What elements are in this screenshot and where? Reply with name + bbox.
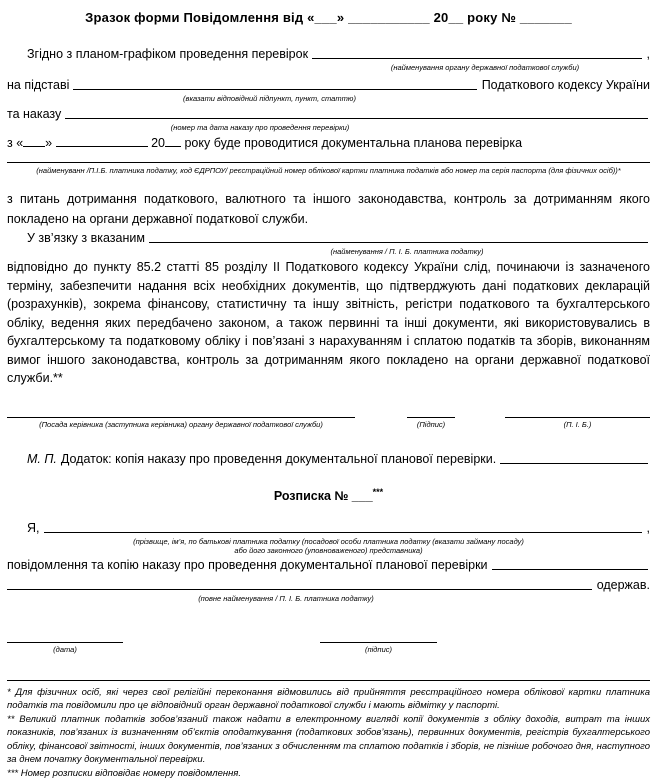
signature-gap2 xyxy=(455,408,505,418)
footnote-1: * Для фізичних осіб, які через свої релігійні переконання відмовились від прийняття реєстраційного номера облікової картки платника податків та повідомили про це відповідний орган державної податкової служби і мають відмітку у паспорті. xyxy=(7,686,650,712)
receiver-person-field[interactable] xyxy=(44,532,642,533)
receiver-i-label: Я, xyxy=(27,520,40,535)
footnote-2: ** Великий платник податків зобов’язаний також надати в електронному вигляді копії документів з обліку доходів, витрат та інших показників, пов’язаних із визначенням об’єктів оподаткування (податкових зобов’язань), первинних документів, регістрів бухгалтерського обліку, фінансової звітності, інших документів, пов’язаних з обчисленням та сплатою податків і зборів, не пізніше робочого дня, наступного за днем початку документальної перевірки. xyxy=(7,713,650,766)
day-field[interactable] xyxy=(23,146,45,147)
inspection-date-line xyxy=(7,135,650,151)
head-position-line[interactable] xyxy=(7,408,355,418)
order-caption: (номер та дата наказу про проведення перевірки) xyxy=(170,123,350,132)
order-number-field[interactable] xyxy=(65,118,648,119)
compliance-paragraph: з питань дотримання податкового, валютного та іншого законодавства, контроль за дотриманням якого покладено на органи державної податкової служби. xyxy=(7,192,650,226)
received-order-field[interactable] xyxy=(492,569,648,570)
attachment-field[interactable] xyxy=(500,463,648,464)
receiver-comma: , xyxy=(646,520,650,535)
received-label: повідомлення та копію наказу про проведення документальної планової перевірки xyxy=(7,557,488,572)
legal-basis-field[interactable] xyxy=(73,89,476,90)
linked-taxpayer-field[interactable] xyxy=(149,242,648,243)
head-name-caption: (П. І. Б.) xyxy=(563,419,592,429)
linked-caption: (найменування / П. І. Б. платника податку) xyxy=(330,247,484,256)
tax-code-label: Податкового кодексу України xyxy=(481,78,650,92)
receipt-heading-text: Розписка № ___ xyxy=(273,488,373,503)
date-close-quote: » xyxy=(45,136,53,150)
head-position-caption: (Посада керівника (заступника керівника) органу державної податкової служби) xyxy=(39,419,323,429)
month-field[interactable] xyxy=(56,146,148,147)
head-name-line[interactable] xyxy=(505,408,650,418)
receipt-date-line[interactable] xyxy=(7,633,123,643)
footnote-3: *** Номер розписки відповідає номеру повідомлення. xyxy=(7,767,242,779)
plan-schedule-label: Згідно з планом-графіком проведення перевірок xyxy=(27,47,309,61)
line1-comma: , xyxy=(646,47,650,61)
legal-basis-caption: (вказати відповідний підпункт, пункт, статтю) xyxy=(183,94,356,103)
taxpayer-name-field[interactable] xyxy=(7,162,650,163)
linked-label: У зв’язку з вказаним xyxy=(27,231,145,245)
receipt-signature-line[interactable] xyxy=(320,633,437,643)
date-signature-block xyxy=(7,633,650,643)
agency-name-caption: (найменування органу державної податкової служби) xyxy=(390,63,580,72)
basis-label: на підставі xyxy=(7,78,70,92)
signature-block xyxy=(7,408,650,418)
receipt-date-caption: (дата) xyxy=(53,644,77,654)
receipt-signature-caption: (підпис) xyxy=(365,644,392,654)
document-title: Зразок форми Повідомлення від «___» ___________ 20__ року № _______ xyxy=(85,10,572,25)
attachment-label: Додаток: копія наказу про проведення документальної планової перевірки. xyxy=(60,451,497,466)
receiver-fullname-field[interactable] xyxy=(7,589,592,590)
receiver-caption-line2: або його законного (уповноваженого) представника) xyxy=(234,545,423,555)
seal-label: М. П. xyxy=(27,451,57,466)
year-prefix: 20 xyxy=(151,136,165,150)
head-signature-line[interactable] xyxy=(407,408,455,418)
received-tail: одержав. xyxy=(596,577,650,592)
receipt-heading xyxy=(7,487,650,503)
signature-gap1 xyxy=(355,408,407,418)
receiver-caption-line1: (прізвище, ім’я, по батькові платника податку (посадової особи платника податку (вказати займану посаду) xyxy=(133,536,524,546)
agency-name-field[interactable] xyxy=(312,58,641,59)
year-field[interactable] xyxy=(165,146,181,147)
inspection-text: року буде проводитися документальна планова перевірка xyxy=(184,136,523,150)
taxpayer-caption: (найменуванн /П.І.Б. платника податку, код ЄДРПОУ/ реєстраційний номер облікової картки платника податків або номер та серія паспорта (для фізичних осіб))* xyxy=(36,166,621,175)
receipt-heading-asterisks: *** xyxy=(372,486,384,497)
head-signature-caption: (Підпис) xyxy=(416,419,446,429)
date-sign-gap xyxy=(123,633,320,643)
footnote-divider xyxy=(7,680,650,681)
date-signature-captions xyxy=(7,645,650,654)
fullname-caption: (повне найменування / П. І. Б. платника податку) xyxy=(198,593,374,603)
documents-paragraph: відповідно до пункту 85.2 статті 85 розділу II Податкового кодексу України слід, починаючи із зазначеного терміну, забезпечити надання всіх необхідних документів, що підтверджують дані податкових декларацій (розрахунків), зокрема фінансову, статистичну та іншу звітність, регістри податкового та бухгалтерського обліку, ведення яких передбачено законом, а також первинні та інші документи, які використовувались в бухгалтерському та податковому обліку і пов’язані з нарахуванням і сплатою податків та зборів, виконанням вимог іншого законодавства, контроль за дотриманням якого покладено на органи державної податкової служби.** xyxy=(7,260,650,385)
signature-captions xyxy=(7,420,650,429)
date-open: з « xyxy=(7,136,24,150)
order-label: та наказу xyxy=(7,107,62,121)
